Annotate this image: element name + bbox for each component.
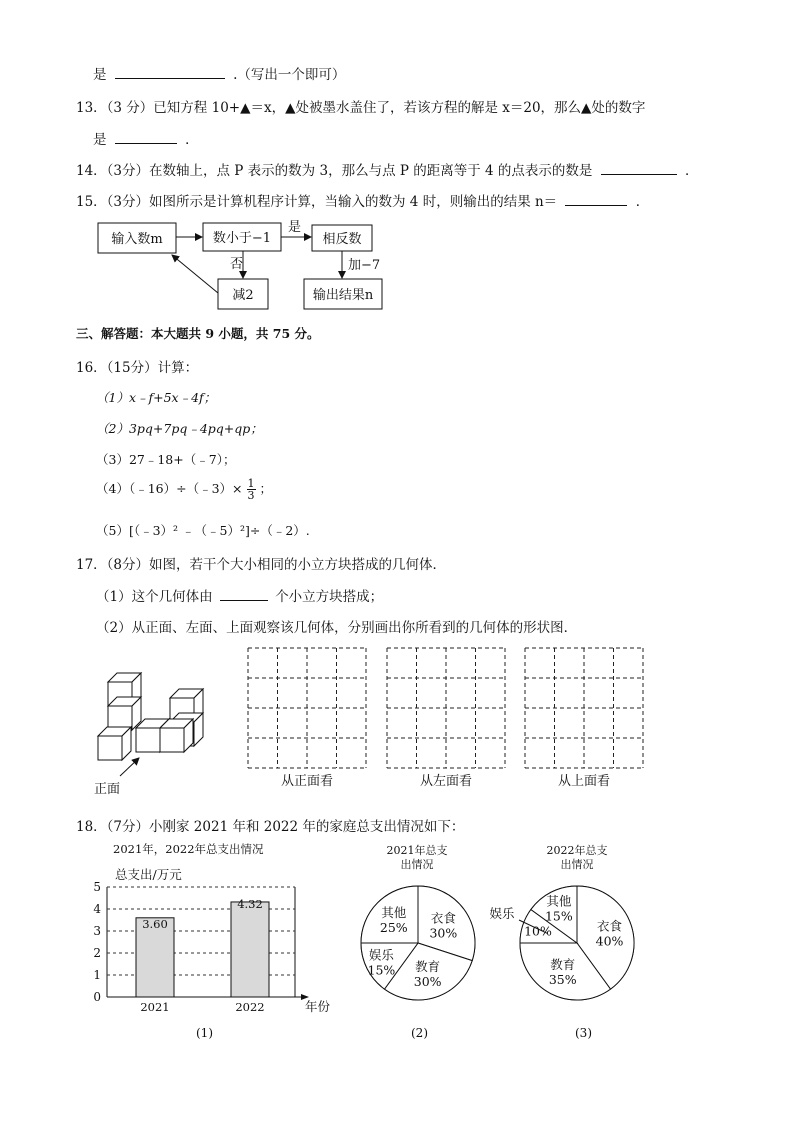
q13-line2	[93, 128, 199, 148]
pie-slice-label: 娱乐	[368, 947, 394, 963]
front-arrow	[120, 758, 139, 776]
grid-label: 从上面看	[557, 774, 611, 789]
q16-item-4	[96, 478, 272, 501]
x-tick-label: 2021	[140, 1000, 170, 1014]
q17-item-1	[96, 585, 383, 605]
flowchart	[90, 215, 400, 315]
drawing-grid[interactable]	[248, 648, 366, 768]
pie-slice-percent: 40%	[595, 933, 624, 949]
y-tick-label: 4	[93, 902, 101, 916]
flow-no-label: 否	[230, 257, 244, 272]
flow-add-label: 加−7	[348, 258, 381, 273]
bar-chart-ylabel: 总支出/万元	[115, 867, 182, 882]
q16-fraction	[247, 478, 256, 501]
grid-label: 从左面看	[419, 774, 473, 789]
q13-line1: 13．（3 分）已知方程 10+▲＝x，▲处被墨水盖住了，若该方程的解是 x＝20，那么▲处的数字	[76, 100, 646, 116]
cube-figure	[92, 662, 222, 802]
pie-title-line: 2022年总支	[546, 844, 608, 857]
cube	[108, 697, 141, 730]
bar-value-label: 4.32	[237, 896, 263, 911]
pie-slice-label: 衣食	[597, 918, 623, 934]
pie-slice-label: 其他	[381, 904, 407, 920]
pie-slice-percent: 15%	[367, 962, 396, 978]
y-tick-label: 1	[93, 968, 101, 982]
q15-text: 15．（3分）如图所示是计算机程序计算，当输入的数为 4 时，则输出的结果 n＝	[76, 194, 558, 210]
fraction-numerator: 1	[247, 477, 255, 490]
pie-title-line: 出情况	[560, 858, 594, 871]
pie-slice-label: 衣食	[430, 910, 456, 926]
cube	[98, 727, 131, 760]
q14	[76, 159, 699, 179]
pie-slice-label: 教育	[550, 956, 576, 972]
q18-title: 18．（7分）小刚家 2021 年和 2022 年的家庭总支出情况如下：	[76, 819, 465, 835]
y-tick-label: 5	[93, 880, 101, 894]
cube	[160, 719, 193, 752]
flow-yes-label: 是	[288, 220, 302, 235]
q16-item-2: （2）3pq+7pq﹣4pq+qp；	[96, 421, 263, 436]
bar-chart-xlabel: 年份	[305, 999, 331, 1014]
flow-compare-text: 数小于−1	[212, 231, 272, 246]
q16-item-1: （1）x﹣f+5x﹣4f；	[96, 390, 217, 405]
y-tick-label: 0	[93, 990, 101, 1004]
bar-value-label: 3.60	[142, 916, 168, 931]
pie-slice-percent: 25%	[379, 919, 408, 935]
figure-label-2: (2)	[411, 1026, 428, 1040]
y-tick-label: 2	[93, 946, 101, 960]
y-tick-label: 3	[93, 924, 101, 938]
flow-output-text: 输出结果n	[312, 288, 374, 303]
flow-opposite-text: 相反数	[322, 232, 362, 247]
q12-tail	[93, 63, 345, 83]
q17-title: 17．（8分）如图，若干个大小相同的小立方块搭成的几何体．	[76, 557, 447, 573]
section-3-heading: 三、解答题：本大题共 9 小题，共 75 分。	[76, 326, 320, 341]
q17-item-2: （2）从正面、左面、上面观察该几何体，分别画出你所看到的几何体的形状图．	[96, 620, 578, 636]
pie-chart-2022	[482, 838, 642, 1018]
x-tick-label: 2022	[235, 1000, 265, 1014]
q13-prefix: 是	[93, 132, 107, 148]
pie-slice-label: 娱乐	[489, 906, 515, 921]
bar	[231, 902, 269, 997]
q16-item-4-suffix: ；	[259, 481, 272, 496]
pie-slice-percent: 15%	[544, 908, 573, 924]
pie-slice-percent: 35%	[548, 971, 577, 987]
q16-item-4-text: （4）（﹣16）÷（﹣3）×	[96, 481, 243, 496]
q13-answer-blank[interactable]	[115, 129, 177, 144]
pie-slice-label: 其他	[546, 893, 572, 909]
q17-answer-blank[interactable]	[220, 586, 268, 601]
pie-slice-label: 教育	[415, 958, 441, 974]
drawing-grid[interactable]	[387, 648, 505, 768]
q17-item-1-prefix: （1）这个几何体由	[96, 589, 213, 605]
q12-answer-blank[interactable]	[115, 64, 225, 79]
drawing-grids	[246, 646, 646, 791]
pie-title-line: 出情况	[400, 858, 434, 871]
q16-item-5: （5）[（﹣3）² ﹣（﹣5）²]÷（﹣2）.	[96, 523, 310, 538]
fraction-denominator: 3	[247, 489, 255, 502]
flow-input-text: 输入数m	[111, 232, 163, 247]
q15-answer-blank[interactable]	[565, 191, 627, 206]
front-label: 正面	[94, 782, 121, 797]
q13-suffix: ．	[185, 132, 199, 148]
bar-chart	[85, 835, 345, 1015]
drawing-grid[interactable]	[525, 648, 643, 768]
grid-label: 从正面看	[280, 774, 334, 789]
pie-chart-2021	[355, 838, 485, 1018]
pie-slice-percent: 10%	[524, 923, 552, 939]
q14-suffix: ．	[685, 163, 699, 179]
figure-label-3: (3)	[575, 1026, 592, 1040]
q15	[76, 190, 649, 210]
q12-suffix: .（写出一个即可）	[233, 67, 346, 83]
pie-slice-percent: 30%	[413, 973, 442, 989]
flow-subtract-text: 减2	[232, 288, 254, 303]
figure-label-1: (1)	[196, 1026, 213, 1040]
flow-arrow-loop	[172, 255, 218, 293]
q14-text: 14．（3分）在数轴上，点 P 表示的数为 3，那么与点 P 的距离等于 4 的点表示的数是	[76, 163, 593, 179]
pie-slice-percent: 30%	[429, 925, 458, 941]
q14-answer-blank[interactable]	[601, 160, 677, 175]
pie-title-line: 2021年总支	[386, 844, 448, 857]
q15-suffix: ．	[635, 194, 650, 210]
q12-prefix: 是	[93, 67, 107, 83]
bar-chart-title: 2021年，2022年总支出情况	[113, 842, 264, 856]
q17-item-1-suffix: 个小立方块搭成；	[275, 589, 384, 605]
q16-title: 16．（15分）计算：	[76, 360, 199, 376]
q16-item-3: （3）27﹣18+（﹣7）；	[96, 452, 236, 467]
